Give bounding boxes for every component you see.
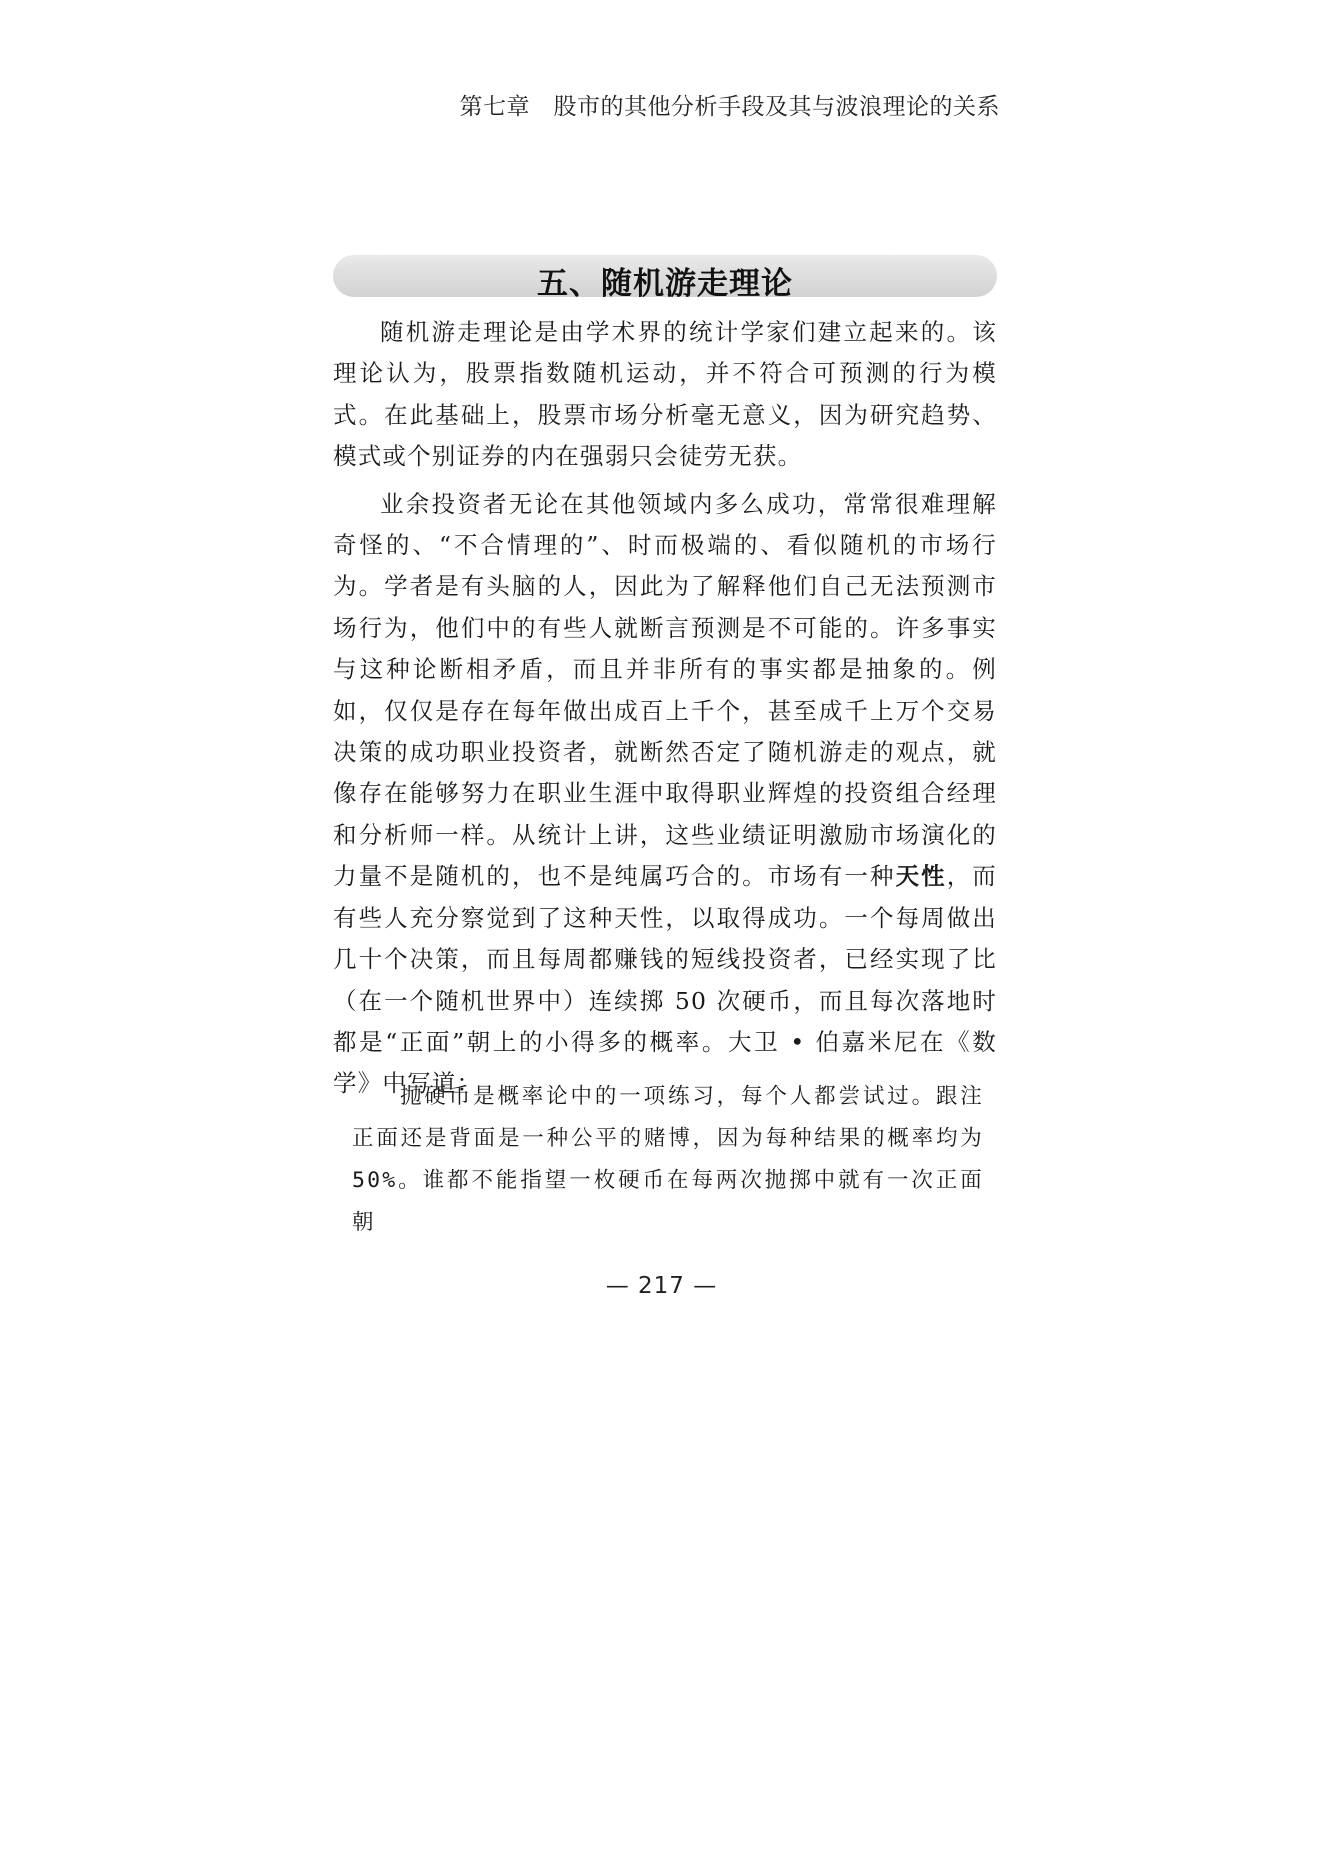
body-text bbox=[333, 312, 997, 1111]
quote-text: 抛硬币是概率论中的一项练习，每个人都尝试过。跟注正面还是背面是一种公平的赌博，因为每种结果的概率均为 50%。谁都不能指望一枚硬币在每两次抛掷中就有一次正面朝 bbox=[352, 1084, 984, 1235]
section-title-bar bbox=[333, 255, 997, 302]
paragraph-2 bbox=[333, 484, 997, 1105]
paragraph-2-part-2: ，而有些人充分察觉到了这种天性，以取得成功。一个每周做出几十个决策，而且每周都赚钱的短线投资者，已经实现了比（在一个随机世界中）连续掷 50 次硬币，而且每次落地时都是“正面”朝上的小得多的概率。大卫 • 伯嘉米尼在《数学》中写道： bbox=[333, 862, 998, 1098]
section-title: 五、随机游走理论 bbox=[537, 266, 793, 302]
paragraph-1: 随机游走理论是由学术界的统计学家们建立起来的。该理论认为，股票指数随机运动，并不符合可预测的行为模式。在此基础上，股票市场分析毫无意义，因为研究趋势、模式或个别证券的内在强弱只会徒劳无获。 bbox=[333, 318, 997, 471]
emphasis-term: 天性 bbox=[895, 862, 947, 891]
page-number: — 217 — bbox=[605, 1273, 718, 1299]
block-quote bbox=[352, 1076, 984, 1244]
running-header: 第七章 股市的其他分析手段及其与波浪理论的关系 bbox=[459, 94, 1000, 120]
paragraph-2-part-1: 业余投资者无论在其他领域内多么成功，常常很难理解奇怪的、“不合情理的”、时而极端的、看似随机的市场行为。学者是有头脑的人，因此为了解释他们自己无法预测市场行为，他们中的有些人就断言预测是不可能的。许多事实与这种论断相矛盾，而且并非所有的事实都是抽象的。例如，仅仅是存在每年做出成百上千个，甚至成千上万个交易决策的成功职业投资者，就断然否定了随机游走的观点，就像存在能够努力在职业生涯中取得职业辉煌的投资组合经理和分析师一样。从统计上讲，这些业绩证明激励市场演化的力量不是随机的，也不是纯属巧合的。市场有一种 bbox=[333, 489, 997, 891]
